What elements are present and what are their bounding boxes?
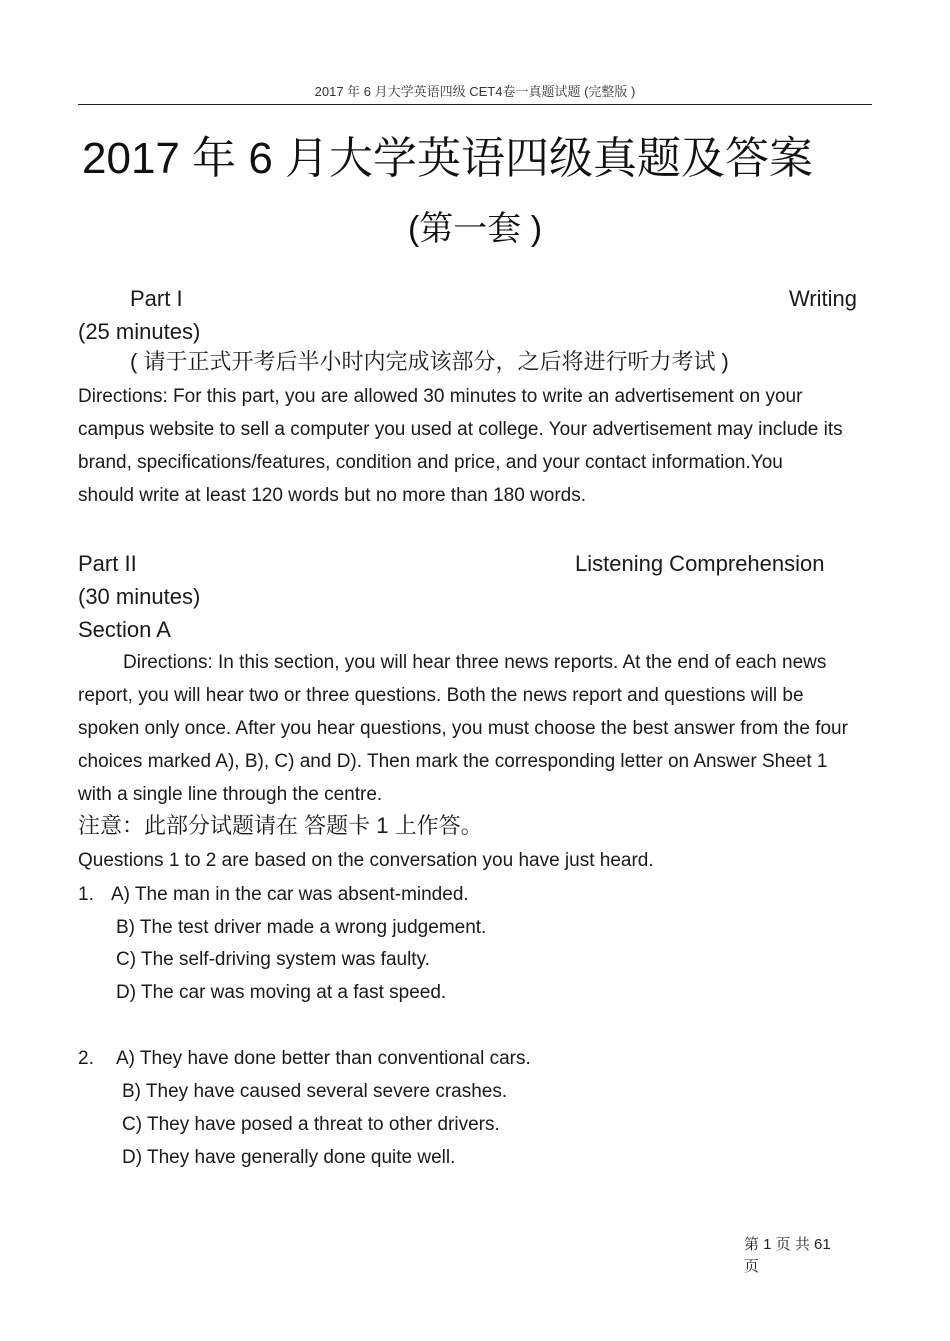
option-a: A) The man in the car was absent-minded. [111,884,469,905]
header-rule [78,104,872,105]
directions-line: Directions: In this section, you will hear three news reports. At the end of each news [123,652,827,673]
option-b: B) The test driver made a wrong judgement. [116,917,487,938]
part2-directions [78,646,910,811]
part1-label: Part I [130,286,183,311]
question-number: 1. [78,884,94,905]
directions-line: choices marked A), B), C) and D). Then mark the corresponding letter on Answer Sheet 1 [78,751,828,772]
option-a: A) They have done better than conventional cars. [116,1048,531,1069]
option-c: C) The self-driving system was faulty. [116,949,430,970]
section-a-heading: Section A [78,617,171,642]
directions-line: spoken only once. After you hear questions, you must choose the best answer from the four [78,718,848,739]
part1-directions [78,380,910,512]
option-d: D) They have generally done quite well. [122,1147,456,1168]
option-c: C) They have posed a threat to other drivers. [122,1114,500,1135]
directions-line: should write at least 120 words but no more than 180 words. [78,485,587,506]
part2-time: (30 minutes) [78,584,201,609]
option-b: B) They have caused several severe crashes. [122,1081,508,1102]
directions-line: Directions: For this part, you are allowed 30 minutes to write an advertisement on your [78,386,803,407]
page-number: 第 1 页 共 61 [744,1236,831,1253]
part1-time: (25 minutes) [78,319,201,344]
directions-line: with a single line through the centre. [78,784,383,805]
option-d: D) The car was moving at a fast speed. [116,982,447,1003]
directions-line: brand, specifications/features, condition and price, and your contact information.You [78,452,783,473]
part2-name: Listening Comprehension [575,551,825,576]
document-title: 2017 年 6 月大学英语四级真题及答案 [82,134,814,183]
part2-label: Part II [78,551,137,576]
question-number: 2. [78,1048,94,1069]
directions-line: campus website to sell a computer you used at college. Your advertisement may include its [78,419,843,440]
part1-name: Writing [788,286,857,311]
page-number-suffix: 页 [744,1258,760,1275]
part1-note: ( 请于正式开考后半小时内完成该部分，之后将进行听力考试 ) [130,349,729,374]
document-subtitle: (第一套 ) [407,210,543,248]
questions-intro: Questions 1 to 2 are based on the conversation you have just heard. [78,850,654,871]
part2-note: 注意：此部分试题请在 答题卡 1 上作答。 [78,813,483,838]
directions-line: report, you will hear two or three questions. Both the news report and questions will be [78,685,804,706]
running-header: 2017 年 6 月大学英语四级 CET4卷一真题试题 (完整版 ) [314,84,636,99]
